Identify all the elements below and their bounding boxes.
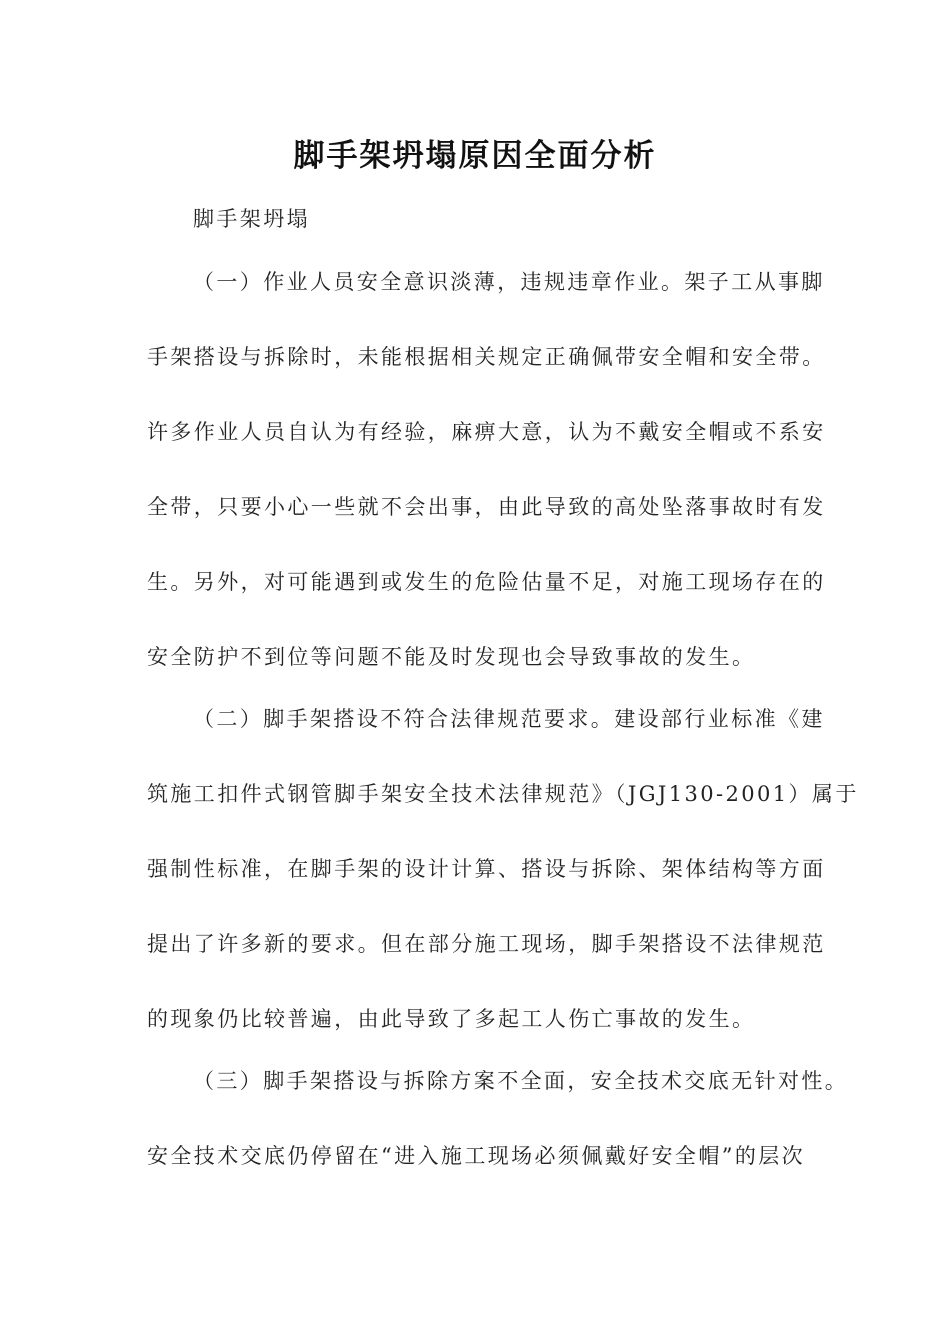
paragraph-1-line-1: （一）作业人员安全意识淡薄，违规违章作业。架子工从事脚	[193, 270, 825, 294]
paragraph-1-line-5: 生。另外，对可能遇到或发生的危险估量不足，对施工现场存在的	[147, 570, 826, 594]
paragraph-1-line-4: 全带，只要小心一些就不会出事，由此导致的高处坠落事故时有发	[147, 495, 826, 519]
paragraph-2-line-1: （二）脚手架搭设不符合法律规范要求。建设部行业标准《建	[193, 707, 825, 731]
document-title: 脚手架坍塌原因全面分析	[293, 138, 657, 174]
paragraph-1-line-2: 手架搭设与拆除时，未能根据相关规定正确佩带安全帽和安全带。	[147, 345, 826, 369]
section-heading: 脚手架坍塌	[193, 207, 310, 231]
paragraph-1-line-6: 安全防护不到位等问题不能及时发现也会导致事故的发生。	[147, 645, 756, 669]
paragraph-2-line-2: 筑施工扣件式钢管脚手架安全技术法律规范》（JGJ130-2001）属于	[147, 782, 859, 806]
paragraph-3-line-2: 安全技术交底仍停留在“进入施工现场必须佩戴好安全帽”的层次	[147, 1144, 806, 1168]
paragraph-2-line-5: 的现象仍比较普遍，由此导致了多起工人伤亡事故的发生。	[147, 1007, 756, 1031]
paragraph-1-line-3: 许多作业人员自认为有经验，麻痹大意，认为不戴安全帽或不系安	[147, 420, 826, 444]
paragraph-2-line-4: 提出了许多新的要求。但在部分施工现场，脚手架搭设不法律规范	[147, 932, 826, 956]
paragraph-2-line-3: 强制性标准，在脚手架的设计计算、搭设与拆除、架体结构等方面	[147, 857, 826, 881]
paragraph-3-line-1: （三）脚手架搭设与拆除方案不全面，安全技术交底无针对性。	[193, 1069, 849, 1093]
